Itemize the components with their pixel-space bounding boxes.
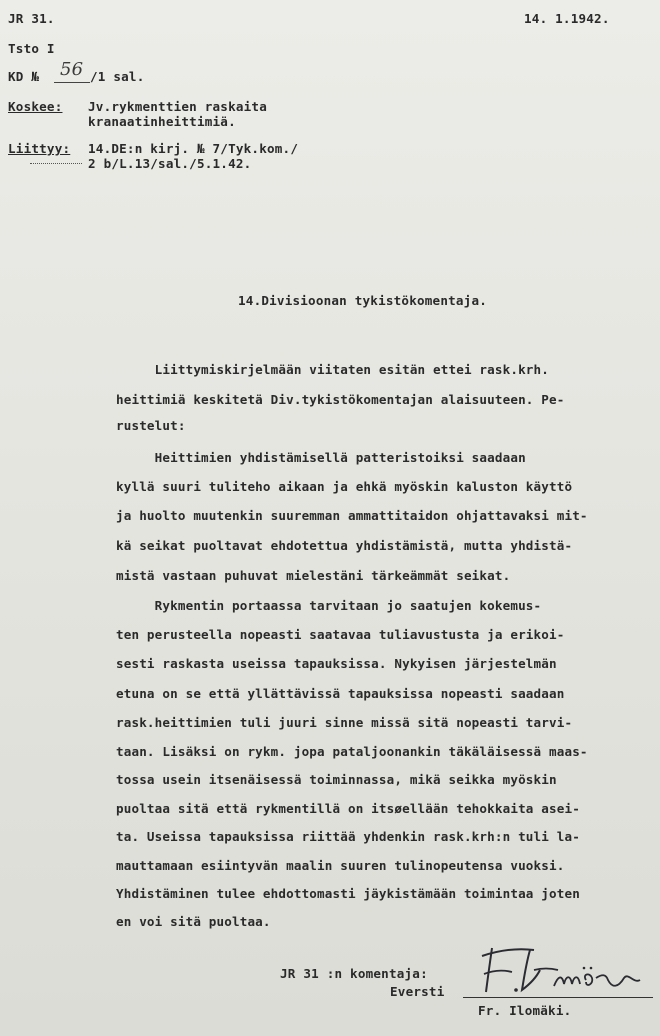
office-code: Tsto I: [8, 41, 55, 56]
signature-rank: Eversti: [390, 984, 445, 999]
reference-line-2: 2 b/L.13/sal./5.1.42.: [88, 156, 252, 171]
subject-line-1: Jv.rykmenttien raskaita: [88, 99, 267, 114]
body-line: mistä vastaan puhuvat mielestäni tärkeämmät seikat.: [116, 568, 511, 583]
body-line: Heittimien yhdistämisellä patteristoiksi saadaan: [116, 450, 526, 465]
reference-dotted-line: [30, 163, 82, 164]
body-line: puoltaa sitä että rykmentillä on itsøellään tehokkaita asei-: [116, 801, 580, 816]
body-line: tossa usein itsenäisessä toiminnassa, mikä seikka myöskin: [116, 772, 557, 787]
body-line: rask.heittimien tuli juuri sinne missä sitä nopeasti tarvi-: [116, 715, 573, 730]
body-line: ja huolto muutenkin suuremman ammattitaidon ohjattavaksi mit-: [116, 508, 588, 523]
kd-number: 56: [60, 59, 84, 80]
body-line: rustelut:: [116, 418, 186, 433]
signatory-name: Fr. Ilomäki.: [478, 1003, 572, 1018]
body-line: en voi sitä puoltaa.: [116, 914, 271, 929]
body-line: ta. Useissa tapauksissa riittää yhdenkin rask.krh:n tuli la-: [116, 829, 580, 844]
kd-number-line: [54, 82, 90, 83]
body-line: ten perusteella nopeasti saatavaa tuliavustusta ja erikoi-: [116, 627, 565, 642]
subject-line-2: kranaatinheittimiä.: [88, 114, 236, 129]
body-line: Rykmentin portaassa tarvitaan jo saatujen kokemus-: [116, 598, 542, 613]
body-line: Yhdistäminen tulee ehdottomasti jäykistämään toimintaa joten: [116, 886, 580, 901]
document-date: 14. 1.1942.: [524, 11, 610, 26]
body-line: kyllä suuri tuliteho aikaan ja ehkä myöskin kaluston käyttö: [116, 479, 573, 494]
body-line: Liittymiskirjelmään viitaten esitän ettei rask.krh.: [116, 362, 549, 377]
signature-title: JR 31 :n komentaja:: [280, 966, 428, 981]
handwritten-signature: [478, 940, 648, 1000]
body-line: etuna on se että yllättävissä tapauksissa nopeasti saadaan: [116, 686, 565, 701]
body-line: mauttamaan esiintyvän maalin suuren tulinopeutensa vuoksi.: [116, 858, 565, 873]
kd-suffix: /1 sal.: [90, 69, 145, 84]
reference-line-1: 14.DE:n kirj. № 7/Tyk.kom./: [88, 141, 299, 156]
subject-label: Koskee:: [8, 99, 63, 114]
kd-prefix: KD №: [8, 69, 40, 84]
body-line: sesti raskasta useissa tapauksissa. Nykyisen järjestelmän: [116, 656, 557, 671]
signature-line: [463, 997, 653, 998]
body-line: kä seikat puoltavat ehdotettua yhdistämistä, mutta yhdistä-: [116, 538, 573, 553]
unit-code: JR 31.: [8, 11, 55, 26]
reference-label: Liittyy:: [8, 141, 71, 156]
body-line: taan. Lisäksi on rykm. jopa pataljoonankin täkäläisessä maas-: [116, 744, 588, 759]
body-line: heittimiä keskitetä Div.tykistökomentajan alaisuuteen. Pe-: [116, 392, 565, 407]
recipient: 14.Divisioonan tykistökomentaja.: [238, 293, 488, 308]
